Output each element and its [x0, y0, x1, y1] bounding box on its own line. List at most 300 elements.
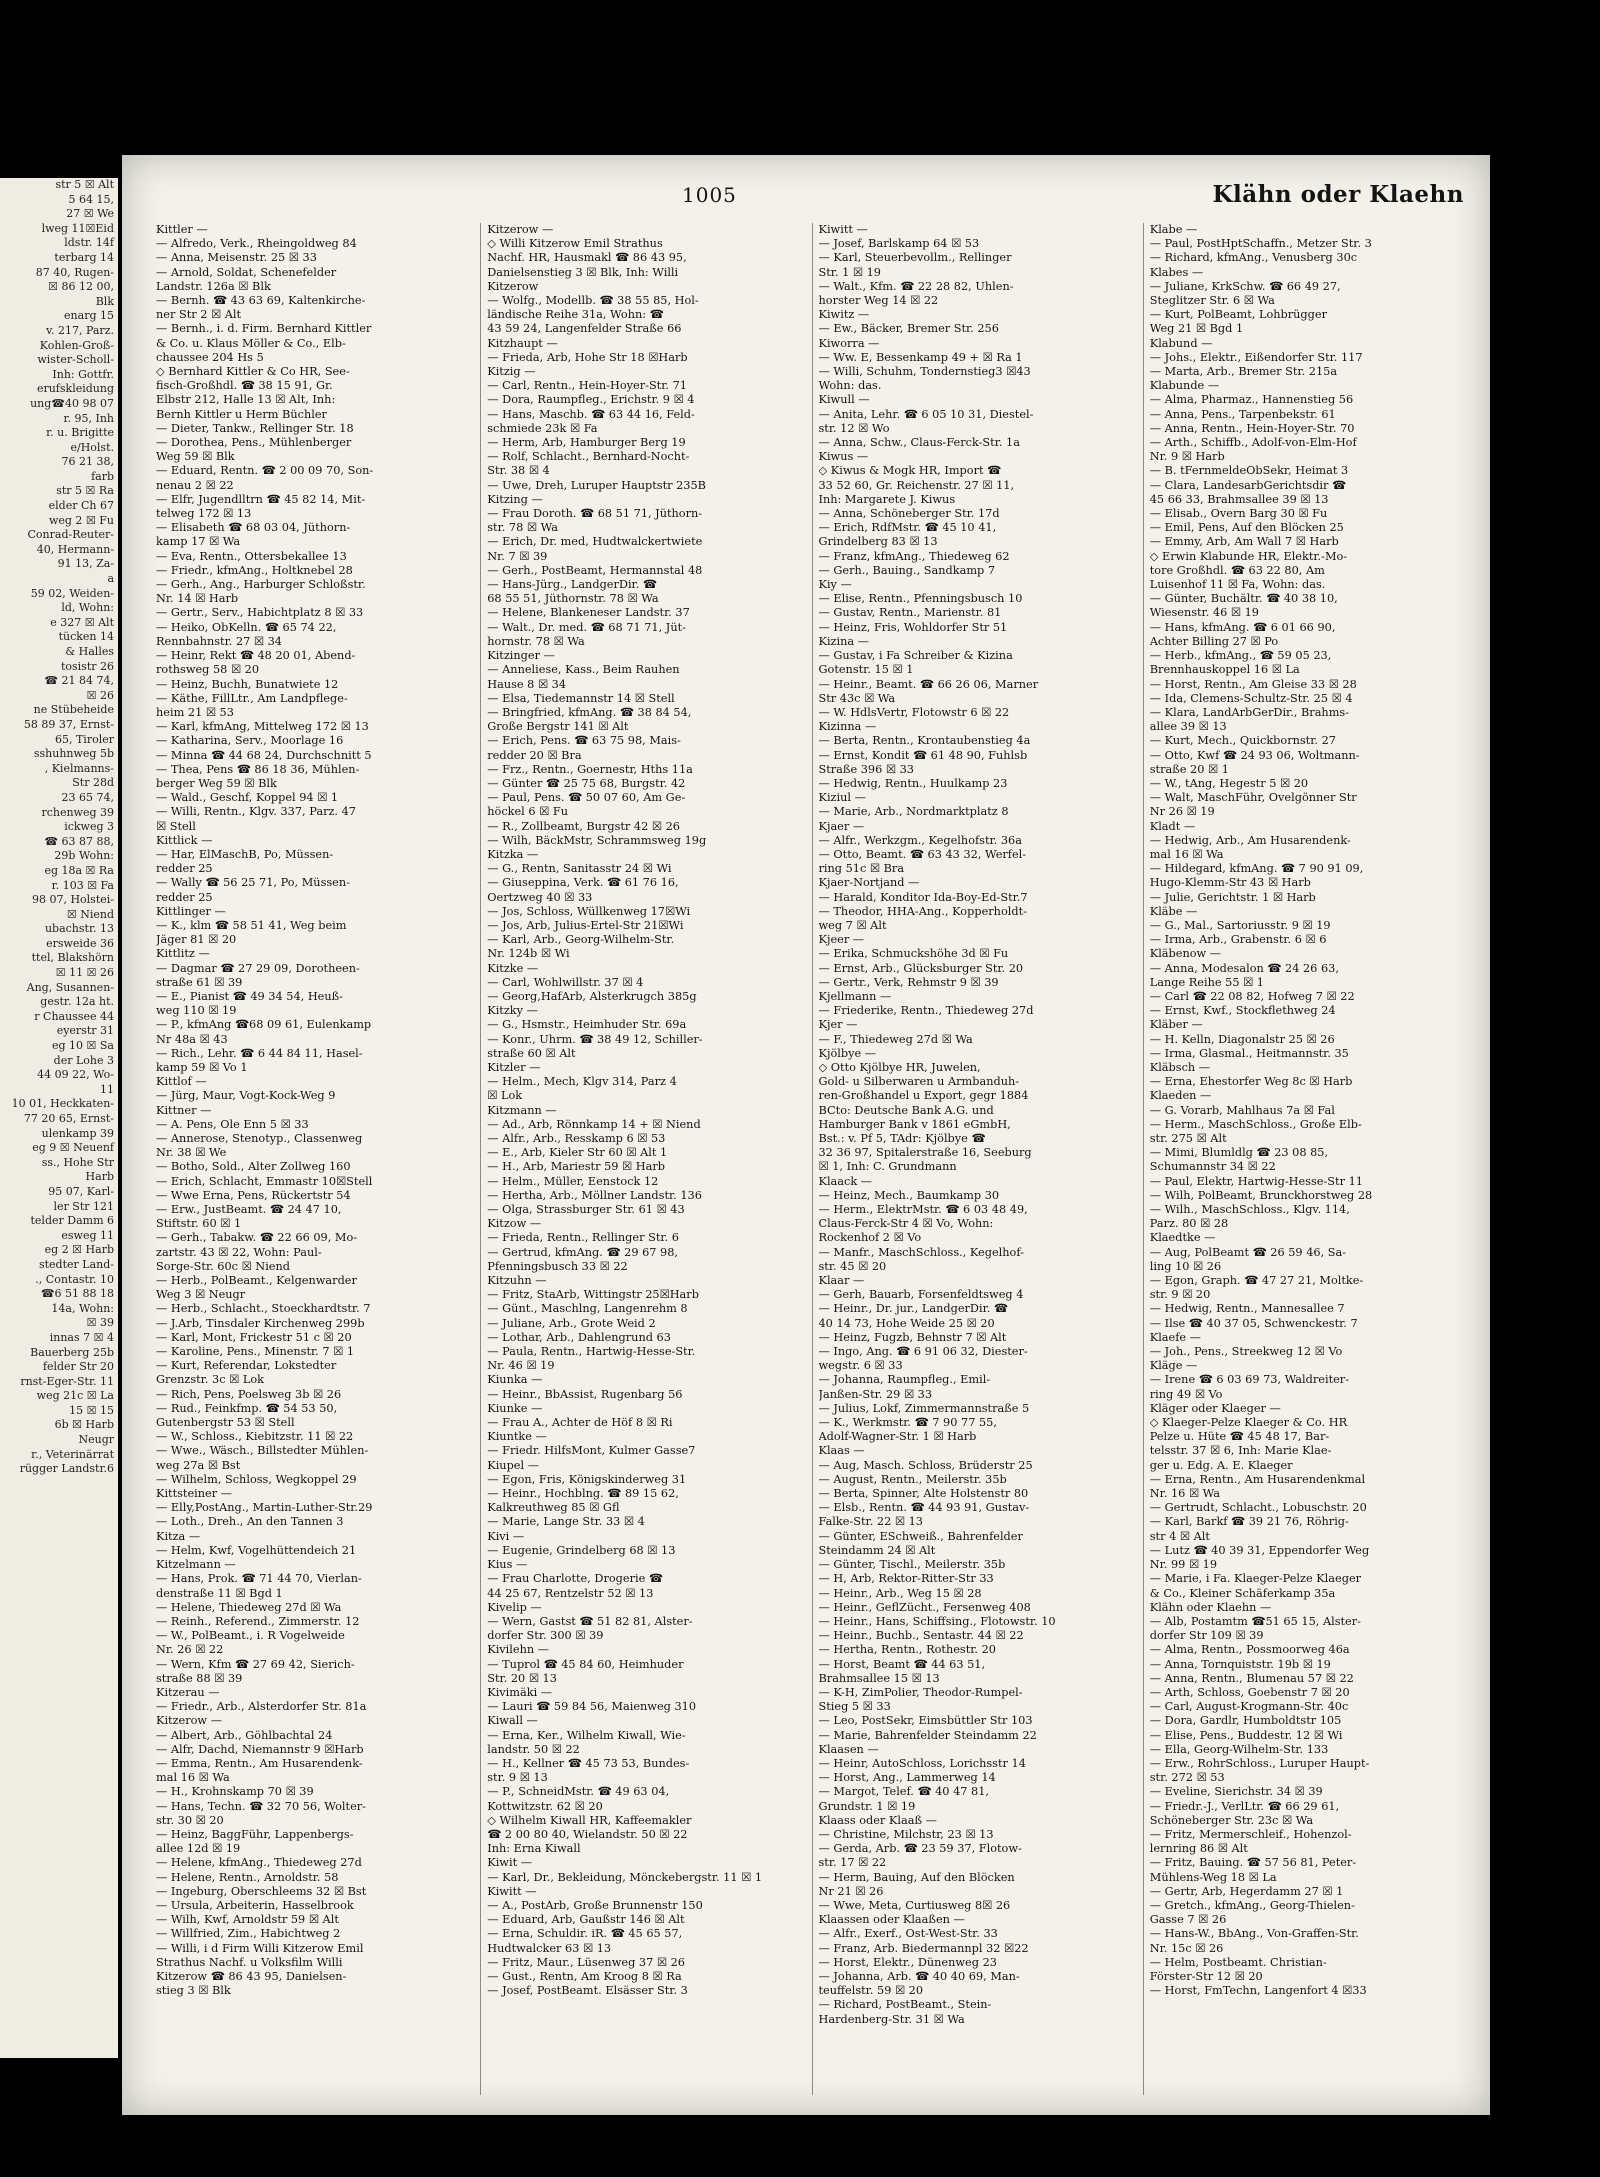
directory-entry: — Irma, Arb., Grabenstr. 6 ☒ 6: [1149, 933, 1327, 947]
directory-entry: kamp 17 ☒ Wa: [156, 535, 241, 549]
directory-entry: wegstr. 6 ☒ 33: [818, 1359, 903, 1373]
directory-entry: Kitzerow —: [156, 1714, 222, 1728]
directory-entry: landstr. 50 ☒ 22: [487, 1742, 580, 1756]
directory-entry: — Elisab., Overn Barg 30 ☒ Fu: [1149, 507, 1328, 521]
directory-entry: Kittsteiner —: [156, 1487, 233, 1501]
directory-entry: — Wwe, Meta, Curtiusweg 8☒ 26: [818, 1898, 1011, 1912]
directory-entry: Klabes —: [1149, 265, 1204, 279]
directory-entry: Nachf. HR, Hausmakl ☎ 86 43 95,: [487, 251, 687, 265]
directory-entry: — Reinh., Referend., Zimmerstr. 12: [156, 1614, 360, 1628]
directory-entry: — Botho, Sold., Alter Zollweg 160: [156, 1160, 351, 1174]
directory-entry: — Walt., Dr. med. ☎ 68 71 71, Jüt-: [487, 620, 686, 634]
directory-entry: — Gustav, Rentn., Marienstr. 81: [818, 606, 1002, 620]
directory-entry: — Marie, Lange Str. 33 ☒ 4: [487, 1515, 645, 1529]
directory-entry: — Hedwig, Rentn., Mannesallee 7: [1149, 1302, 1345, 1316]
directory-entry: — Theodor, HHA-Ang., Kopperholdt-: [818, 904, 1027, 918]
directory-entry: — Heinz, Fris, Wohldorfer Str 51: [818, 620, 1008, 634]
directory-entry: — Eduard, Arb, Gaußstr 146 ☒ Alt: [487, 1913, 685, 1927]
directory-entry: Kitzhaupt —: [487, 336, 558, 350]
directory-entry: Klaasen —: [818, 1742, 879, 1756]
directory-entry: — Irma, Glasmal., Heitmannstr. 35: [1149, 1046, 1349, 1060]
directory-entry: Klabund —: [1149, 336, 1213, 350]
directory-entry: — Lauri ☎ 59 84 56, Maienweg 310: [487, 1700, 697, 1714]
previous-page-fragment: r. u. Brigitte: [46, 426, 114, 440]
directory-entry: — Heinr., Hochblng. ☎ 89 15 62,: [487, 1487, 679, 1501]
directory-entry: dorfer Str. 300 ☒ 39: [487, 1629, 604, 1643]
previous-page-fragment: elder Ch 67: [48, 499, 114, 513]
directory-entry: ◇ Wilhelm Kiwall HR, Kaffeemakler: [487, 1813, 692, 1827]
directory-entry: — Karl, Steuerbevollm., Rellinger: [818, 251, 1012, 265]
directory-entry: str. 45 ☒ 20: [818, 1259, 887, 1273]
directory-entry: Kivimäki —: [487, 1685, 553, 1699]
previous-page-fragment: 87 40, Rugen-: [35, 265, 114, 279]
previous-page-fragment: ☎6 51 88 18: [40, 1287, 114, 1301]
directory-entry: — Emil, Pens, Auf den Blöcken 25: [1149, 521, 1344, 535]
directory-entry: Hause 8 ☒ 34: [487, 677, 567, 691]
directory-entry: — Ursula, Arbeiterin, Hasselbrook: [156, 1898, 354, 1912]
previous-page-fragment: der Lohe 3: [53, 1053, 114, 1067]
directory-entry: — Elsa, Tiedemannstr 14 ☒ Stell: [487, 691, 675, 705]
directory-entry: — Frau Doroth. ☎ 68 51 71, Jüthorn-: [487, 507, 703, 521]
directory-entry: — Uwe, Dreh, Luruper Hauptstr 235B: [487, 478, 706, 492]
directory-entry: — Juliane, KrkSchw. ☎ 66 49 27,: [1149, 279, 1341, 293]
directory-entry: — Anna, Rentn., Blumenau 57 ☒ 22: [1149, 1671, 1354, 1685]
directory-entry: Gold- u Silberwaren u Armbanduh-: [818, 1075, 1020, 1089]
previous-page-fragment: r. 95, Inh: [63, 411, 114, 425]
directory-entry: — Ad., Arb, Rönnkamp 14 + ☒ Niend: [487, 1117, 701, 1131]
directory-entry: — H., Arb, Mariestr 59 ☒ Harb: [487, 1160, 665, 1174]
directory-entry: — Frau A., Achter de Höf 8 ☒ Ri: [487, 1416, 673, 1430]
previous-page-fragment: r., Veterinärrat: [31, 1447, 114, 1461]
previous-page-fragment: ☒ 39: [86, 1316, 114, 1330]
directory-entry: — Alfr., Werkzgm., Kegelhofstr. 36a: [818, 833, 1022, 847]
directory-entry: — Ernst, Kondit ☎ 61 48 90, Fuhlsb: [818, 748, 1028, 762]
directory-entry: — Gust., Rentn, Am Kroog 8 ☒ Ra: [487, 1969, 682, 1983]
previous-page-fragment: ickweg 3: [64, 820, 114, 834]
directory-entry: ☎ 2 00 80 40, Wielandstr. 50 ☒ 22: [487, 1827, 688, 1841]
directory-entry: Hudtwalcker 63 ☒ 13: [487, 1941, 612, 1955]
directory-entry: — Hertha, Arb., Möllner Landstr. 136: [487, 1188, 702, 1202]
previous-page-fragment: e/Holst.: [70, 440, 114, 454]
directory-entry: — Anna, Modesalon ☎ 24 26 63,: [1149, 961, 1339, 975]
previous-page-fragment: ☒ Niend: [66, 907, 114, 921]
directory-entry: — Lutz ☎ 40 39 31, Eppendorfer Weg: [1149, 1543, 1370, 1557]
directory-entry: — Friedr. HilfsMont, Kulmer Gasse7: [487, 1444, 696, 1458]
directory-entry: — Annerose, Stenotyp., Classenweg: [156, 1132, 363, 1145]
directory-entry: — Willfried, Zim., Habichtweg 2: [156, 1927, 341, 1941]
directory-entry: Stieg 5 ☒ 33: [818, 1700, 891, 1714]
directory-entry: Kläbe —: [1149, 904, 1198, 918]
directory-entry: Nr 48a ☒ 43: [156, 1032, 228, 1046]
directory-entry: — G. Vorarb, Mahlhaus 7a ☒ Fal: [1149, 1103, 1335, 1117]
previous-page-fragment: 91 13, Za-: [57, 557, 114, 571]
directory-entry: Kiuntke —: [487, 1430, 547, 1444]
directory-entry: — Erich, Dr. med, Hudtwalckertwiete: [487, 535, 703, 549]
directory-entry: — Hedwig, Rentn., Huulkamp 23: [818, 776, 1008, 790]
directory-entry: — Heiko, ObKelln. ☎ 65 74 22,: [156, 620, 337, 634]
directory-entry: Str 43c ☒ Wa: [818, 691, 896, 705]
directory-entry: Inh: Erna Kiwall: [487, 1842, 581, 1856]
directory-entry: ring 49 ☒ Vo: [1149, 1387, 1223, 1401]
directory-entry: — H, Arb, Rektor-Ritter-Str 33: [818, 1572, 994, 1586]
directory-entry: — Helm., Mech, Klgv 314, Parz 4: [487, 1075, 677, 1089]
directory-entry: Klaack —: [818, 1174, 873, 1188]
previous-page-fragment: ulenkamp 39: [41, 1126, 114, 1140]
directory-entry: dorfer Str 109 ☒ 39: [1149, 1629, 1264, 1643]
directory-entry: — K., Werkmstr. ☎ 7 90 77 55,: [818, 1416, 997, 1430]
directory-entry: Janßen-Str. 29 ☒ 33: [818, 1387, 933, 1401]
directory-entry: ◇ Erwin Klabunde HR, Elektr.-Mo-: [1149, 549, 1348, 563]
directory-entry: — Herb., Schlacht., Stoeckhardtstr. 7: [156, 1302, 371, 1316]
directory-entry: — H. Kelln, Diagonalstr 25 ☒ 26: [1149, 1032, 1335, 1046]
directory-entry: — Alfr, Dachd, Niemannstr 9 ☒Harb: [156, 1742, 364, 1756]
previous-page-fragment: eg 9 ☒ Neuenf: [32, 1141, 114, 1155]
directory-entry: — Ew., Bäcker, Bremer Str. 256: [818, 322, 999, 336]
directory-entry: — G., Hsmstr., Heimhuder Str. 69a: [487, 1018, 687, 1032]
directory-entry: Nr. 38 ☒ We: [156, 1146, 227, 1160]
directory-entry: Kläger oder Klaeger —: [1149, 1401, 1281, 1415]
previous-page-fragment: ., Contastr. 10: [35, 1272, 114, 1286]
previous-page-fragment: v. 217, Parz.: [46, 323, 114, 337]
directory-entry: — Marie, Arb., Nordmarktplatz 8: [818, 805, 1009, 819]
directory-entry: — Hildegard, kfmAng. ☎ 7 90 91 09,: [1149, 862, 1364, 876]
directory-entry: Kivi —: [487, 1529, 525, 1543]
directory-entry: 68 55 51, Jüthornstr. 78 ☒ Wa: [487, 592, 659, 606]
directory-entry: Kiunke —: [487, 1401, 543, 1415]
directory-entry: — H., Krohnskamp 70 ☒ 39: [156, 1785, 314, 1799]
directory-entry: — Erich, RdfMstr. ☎ 45 10 41,: [818, 521, 997, 535]
directory-entry: — K-H, ZimPolier, Theodor-Rumpel-: [818, 1685, 1023, 1699]
previous-page-fragment: stedter Land-: [38, 1257, 114, 1271]
directory-entry: — Elly,PostAng., Martin-Luther-Str.29: [156, 1501, 373, 1515]
directory-entry: Schumannstr 34 ☒ 22: [1149, 1160, 1276, 1174]
directory-entry: Kivelip —: [487, 1600, 542, 1614]
directory-entry: — Anna, Schw., Claus-Ferck-Str. 1a: [818, 436, 1020, 450]
column-1: [156, 223, 472, 2095]
directory-entry: BCto: Deutsche Bank A.G. und: [818, 1103, 994, 1117]
directory-entry: Kittler —: [156, 223, 208, 236]
directory-entry: ling 10 ☒ 26: [1149, 1259, 1222, 1273]
directory-entry: — Leo, PostSekr, Eimsbüttler Str 103: [818, 1714, 1033, 1728]
previous-page-fragment: eg 10 ☒ Sa: [52, 1039, 114, 1053]
directory-entry: — Günter, ESchweiß., Bahrenfelder: [818, 1529, 1023, 1543]
directory-entry: — Bernh. ☎ 43 63 69, Kaltenkirche-: [156, 294, 366, 308]
directory-entry: — Christine, Milchstr, 23 ☒ 13: [818, 1827, 994, 1841]
previous-page-fragment: Neugr: [78, 1433, 114, 1447]
directory-entry: — Heinz, Mech., Baumkamp 30: [818, 1188, 1000, 1202]
directory-entry: Kiworra —: [818, 336, 880, 350]
directory-entry: — Fritz, Maur., Lüsenweg 37 ☒ 26: [487, 1955, 685, 1969]
directory-entry: str. 17 ☒ 22: [818, 1856, 887, 1870]
directory-entry: — Ilse ☎ 40 37 05, Schwenckestr. 7: [1149, 1316, 1358, 1330]
directory-entry: Kiwull —: [818, 393, 870, 407]
directory-entry: Hardenberg-Str. 31 ☒ Wa: [818, 2012, 965, 2026]
column-2: [480, 223, 803, 2095]
directory-entry: — Heinr, Rekt ☎ 48 20 01, Abend-: [156, 649, 356, 663]
directory-entry: — Heinr., Hans, Schiffsing., Flotowstr. 10: [818, 1614, 1056, 1628]
directory-entry: ring 51c ☒ Bra: [818, 862, 905, 876]
directory-entry: — Helene, kfmAng., Thiedeweg 27d: [156, 1856, 362, 1870]
directory-entry: denstraße 11 ☒ Bgd 1: [156, 1586, 283, 1600]
directory-entry: — Juliane, Arb., Grote Weid 2: [487, 1316, 656, 1330]
directory-entry: — Arth, Schloss, Goebenstr 7 ☒ 20: [1149, 1685, 1350, 1699]
previous-page-fragment: str 5 ☒ Ra: [56, 484, 114, 498]
directory-entry: hornstr. 78 ☒ Wa: [487, 634, 585, 648]
directory-entry: — Heinr., Buchb., Sentastr. 44 ☒ 22: [818, 1629, 1024, 1643]
directory-entry: Kläber —: [1149, 1018, 1203, 1032]
directory-entry: Kitzky —: [487, 1004, 538, 1018]
directory-entry: Kitzing —: [487, 492, 543, 506]
directory-entry: Kittlof —: [156, 1075, 207, 1089]
directory-entry: — Ingeburg, Oberschleems 32 ☒ Bst: [156, 1884, 367, 1898]
directory-entry: — Ww. E, Bessenkamp 49 + ☒ Ra 1: [818, 350, 1023, 364]
directory-entry: — Julius, Lokf, Zimmermannstraße 5: [818, 1401, 1030, 1415]
directory-entry: Rockenhof 2 ☒ Vo: [818, 1231, 922, 1245]
directory-entry: — Hedwig, Arb., Am Husarendenk-: [1149, 833, 1351, 847]
directory-entry: Kiy —: [818, 578, 852, 592]
previous-page-fragment: 59 02, Weiden-: [30, 586, 114, 600]
directory-entry: — Gerh, Bauarb, Forsenfeldtsweg 4: [818, 1288, 1024, 1302]
directory-entry: fisch-Großhdl. ☎ 38 15 91, Gr.: [156, 379, 333, 393]
previous-page-fragment: 65, Tiroler: [54, 732, 114, 746]
directory-entry: — Konr., Uhrm. ☎ 38 49 12, Schiller-: [487, 1032, 703, 1046]
directory-entry: — Gerda, Arb. ☎ 23 59 37, Flotow-: [818, 1842, 1022, 1856]
directory-entry: — Elise, Rentn., Pfenningsbusch 10: [818, 592, 1023, 606]
directory-entry: — Wwe., Wäsch., Billstedter Mühlen-: [156, 1444, 369, 1458]
previous-page-fragment: lweg 11☒Eid: [41, 221, 114, 235]
directory-entry: 43 59 24, Langenfelder Straße 66: [487, 322, 682, 336]
directory-entry: — Jos, Schloss, Wüllkenweg 17☒Wi: [487, 904, 691, 918]
directory-entry: — Franz, kfmAng., Thiedeweg 62: [818, 549, 1010, 563]
directory-entry: lernring 86 ☒ Alt: [1149, 1842, 1248, 1856]
previous-page-fragment: 6b ☒ Harb: [54, 1418, 114, 1432]
directory-entry: Elbstr 212, Halle 13 ☒ Alt, Inh:: [156, 393, 336, 407]
directory-entry: — Gertr., Verk, Rehmstr 9 ☒ 39: [818, 975, 999, 989]
directory-entry: — Franz, Arb. Biedermannpl 32 ☒22: [818, 1941, 1029, 1955]
directory-entry: — Ingo, Ang. ☎ 6 91 06 32, Diester-: [818, 1345, 1028, 1359]
directory-entry: Achter Billing 27 ☒ Po: [1149, 634, 1279, 648]
directory-entry: nenau 2 ☒ 22: [156, 478, 234, 492]
directory-entry: Kitzerow —: [487, 223, 554, 236]
directory-entry: ◇ Klaeger-Pelze Klaeger & Co. HR: [1149, 1416, 1348, 1430]
directory-entry: schmiede 23k ☒ Fa: [487, 421, 598, 435]
directory-entry: — Joh., Pens., Streekweg 12 ☒ Vo: [1149, 1345, 1343, 1359]
directory-entry: — E., Pianist ☎ 49 34 54, Heuß-: [156, 989, 343, 1003]
directory-entry: — Marie, i Fa. Klaeger-Pelze Klaeger: [1149, 1572, 1362, 1586]
directory-entry: str. 78 ☒ Wa: [487, 521, 558, 535]
previous-page-fragment: 98 07, Holstei-: [31, 893, 114, 907]
directory-entry: — Egon, Fris, Königskinderweg 31: [487, 1472, 687, 1486]
directory-entry: — Berta, Spinner, Alte Holstenstr 80: [818, 1487, 1029, 1501]
directory-entry: weg 27a ☒ Bst: [156, 1458, 241, 1472]
directory-entry: — Alfr., Exerf., Ost-West-Str. 33: [818, 1927, 998, 1941]
directory-entry: straße 60 ☒ Alt: [487, 1046, 576, 1060]
directory-entry: Kiunka —: [487, 1373, 543, 1387]
directory-entry: — Anna, Pens., Tarpenbekstr. 61: [1149, 407, 1336, 421]
previous-page-fragment: eg 18a ☒ Ra: [44, 863, 114, 877]
directory-entry: — Paul, PostHptSchaffn., Metzer Str. 3: [1149, 237, 1372, 251]
previous-page-fragment: Str 28d: [72, 776, 114, 790]
directory-entry: straße 20 ☒ 1: [1149, 762, 1229, 776]
directory-entry: — Dorothea, Pens., Mühlenberger: [156, 436, 352, 450]
directory-entry: zartstr. 43 ☒ 22, Wohn: Paul-: [156, 1245, 322, 1259]
directory-entry: — Mimi, Blumldlg ☎ 23 08 85,: [1149, 1146, 1329, 1160]
page-number: 1005: [682, 183, 737, 207]
directory-entry: Schöneberger Str. 23c ☒ Wa: [1149, 1813, 1314, 1827]
directory-entry: Kläbsch —: [1149, 1060, 1211, 1074]
directory-entry: Kalkreuthweg 85 ☒ Gfl: [487, 1501, 620, 1515]
previous-page-fragment: eg 2 ☒ Harb: [44, 1243, 114, 1257]
directory-entry: — Richard, kfmAng., Venusberg 30c: [1149, 251, 1358, 265]
directory-entry: — Ida, Clemens-Schultz-Str. 25 ☒ 4: [1149, 691, 1353, 705]
directory-entry: — Ella, Georg-Wilhelm-Str. 133: [1149, 1742, 1329, 1756]
directory-entry: — Anna, Tornquiststr. 19b ☒ 19: [1149, 1657, 1331, 1671]
directory-entry: — Wilhelm, Schloss, Wegkoppel 29: [156, 1472, 357, 1486]
previous-page-fragment: rügger Landstr.6: [19, 1462, 114, 1476]
directory-entry: — Irene ☎ 6 03 69 73, Waldreiter-: [1149, 1373, 1350, 1387]
directory-entry: — Heinz, Fugzb, Behnstr 7 ☒ Alt: [818, 1330, 1007, 1344]
directory-entry: — Wald., Geschf, Koppel 94 ☒ 1: [156, 791, 339, 805]
directory-entry: — Frau Charlotte, Drogerie ☎: [487, 1572, 663, 1586]
directory-entry: — Eduard, Rentn. ☎ 2 00 09 70, Son-: [156, 464, 374, 478]
directory-entry: — Herb., PolBeamt., Kelgenwarder: [156, 1274, 357, 1288]
directory-entry: — Helene, Blankeneser Landstr. 37: [487, 606, 690, 620]
directory-entry: — Anna, Meisenstr. 25 ☒ 33: [156, 251, 317, 265]
directory-entry: — Har, ElMaschB, Po, Müssen-: [156, 847, 334, 861]
directory-entry: Klaass oder Klaaß —: [818, 1813, 937, 1827]
directory-entry: Klabunde —: [1149, 379, 1220, 393]
directory-entry: — Alfr., Arb., Resskamp 6 ☒ 53: [487, 1132, 666, 1145]
directory-entry: — Harald, Konditor Ida-Boy-Ed-Str.7: [818, 890, 1028, 904]
directory-entry: Kiwus —: [818, 450, 869, 464]
directory-entry: — Minna ☎ 44 68 24, Durchschnitt 5: [156, 748, 372, 762]
previous-page-fragment: ler Str 121: [53, 1199, 114, 1213]
previous-page-fragment: ☎ 63 87 88,: [44, 834, 114, 848]
directory-entry: horster Weg 14 ☒ 22: [818, 294, 939, 308]
directory-entry: Kitzinger —: [487, 649, 555, 663]
directory-entry: — W., Schloss., Kiebitzstr. 11 ☒ 22: [156, 1430, 354, 1444]
directory-entry: — Gertrudt, Schlacht., Lobuschstr. 20: [1149, 1501, 1367, 1515]
directory-entry: Gutenbergstr 53 ☒ Stell: [156, 1416, 295, 1430]
directory-entry: — Gretch., kfmAng., Georg-Thielen-: [1149, 1898, 1355, 1912]
directory-entry: Kiwitt —: [818, 223, 868, 236]
directory-entry: — Hans-W., BbAng., Von-Graffen-Str.: [1149, 1927, 1359, 1941]
previous-page-fragment: 95 07, Karl-: [48, 1184, 114, 1198]
directory-entry: — Alfredo, Verk., Rheingoldweg 84: [156, 237, 357, 251]
directory-entry: Kitzerow: [487, 279, 539, 293]
directory-entry: Nr. 9 ☒ Harb: [1149, 450, 1225, 464]
directory-entry: — Paula, Rentn., Hartwig-Hesse-Str.: [487, 1345, 696, 1359]
directory-entry: redder 20 ☒ Bra: [487, 748, 582, 762]
directory-entry: — Willi, Rentn., Klgv. 337, Parz. 47: [156, 805, 356, 819]
directory-entry: — Hertha, Rentn., Rothestr. 20: [818, 1643, 996, 1657]
directory-entry: — Wwe Erna, Pens, Rückertstr 54: [156, 1188, 351, 1202]
directory-entry: 44 25 67, Rentzelstr 52 ☒ 13: [487, 1586, 654, 1600]
directory-entry: Nr 21 ☒ 26: [818, 1884, 884, 1898]
directory-entry: berger Weg 59 ☒ Blk: [156, 776, 277, 790]
directory-entry: Landstr. 126a ☒ Blk: [156, 279, 271, 293]
directory-entry: — Herb., kfmAng., ☎ 59 05 23,: [1149, 649, 1332, 663]
directory-entry: — Rich, Pens, Poelsweg 3b ☒ 26: [156, 1387, 342, 1401]
directory-entry: Nr. 14 ☒ Harb: [156, 592, 239, 606]
directory-entry: — Frieda, Rentn., Rellinger Str. 6: [487, 1231, 679, 1245]
directory-entry: Brennhauskoppel 16 ☒ La: [1149, 663, 1300, 677]
directory-entry: Kitzelmann —: [156, 1558, 236, 1572]
directory-entry: — Käthe, FillLtr., Am Landpflege-: [156, 691, 348, 705]
directory-entry: Grenzstr. 3c ☒ Lok: [156, 1373, 264, 1387]
directory-entry: — Friederike, Rentn., Thiedeweg 27d: [818, 1004, 1034, 1018]
directory-entry: — Elsb., Rentn. ☎ 44 93 91, Gustav-: [818, 1501, 1030, 1515]
directory-entry: heim 21 ☒ 53: [156, 705, 234, 719]
directory-entry: — Albert, Arb., Göhlbachtal 24: [156, 1728, 333, 1742]
directory-entry: — Günter ☎ 25 75 68, Burgstr. 42: [487, 776, 686, 790]
directory-entry: Brahmsallee 15 ☒ 13: [818, 1671, 940, 1685]
previous-page-fragment: ☒ 26: [86, 688, 114, 702]
previous-page-fragment: 29b Wohn:: [54, 849, 114, 863]
directory-entry: Kitzig —: [487, 365, 536, 379]
directory-entry: Kittlitz —: [156, 947, 210, 961]
directory-entry: — Gerh., PostBeamt, Hermannstal 48: [487, 563, 703, 577]
previous-page-fragment: weg 2 ☒ Fu: [48, 513, 114, 527]
directory-entry: 33 52 60, Gr. Reichenstr. 27 ☒ 11,: [818, 478, 1015, 492]
directory-entry: — Alma, Pharmaz., Hannenstieg 56: [1149, 393, 1354, 407]
directory-entry: — Gertr, Arb, Hegerdamm 27 ☒ 1: [1149, 1884, 1344, 1898]
directory-entry: Kitzmann —: [487, 1103, 557, 1117]
directory-entry: — Helene, Rentn., Arnoldstr. 58: [156, 1870, 339, 1884]
previous-page-fragment: ttel, Blakshörn: [31, 951, 114, 965]
directory-entry: — P., kfmAng ☎68 09 61, Eulenkamp: [156, 1018, 372, 1032]
directory-entry: Kitzuhn —: [487, 1274, 547, 1288]
previous-page-edge: [0, 178, 118, 2058]
directory-entry: Kiwitz —: [818, 308, 870, 322]
directory-entry: — Arnold, Soldat, Schenefelder: [156, 265, 337, 279]
previous-page-fragment: rnst-Eger-Str. 11: [20, 1374, 114, 1388]
directory-entry: — J.Arb, Tinsdaler Kirchenweg 299b: [156, 1316, 365, 1330]
directory-entry: — Horst, Ang., Lammerweg 14: [818, 1771, 996, 1785]
previous-page-fragment: ☎ 21 84 74,: [44, 674, 114, 688]
directory-entry: — G., Mal., Sartoriusstr. 9 ☒ 19: [1149, 918, 1331, 932]
directory-entry: — Thea, Pens ☎ 86 18 36, Mühlen-: [156, 762, 360, 776]
directory-entry: — Johs., Elektr., Eißendorfer Str. 117: [1149, 350, 1363, 364]
directory-entry: Pelze u. Hüte ☎ 45 48 17, Bar-: [1149, 1430, 1330, 1444]
directory-entry: — G., Rentn, Sanitasstr 24 ☒ Wi: [487, 862, 672, 876]
directory-entry: — Clara, LandesarbGerichtsdir ☎: [1149, 478, 1347, 492]
directory-entry: — Erw., JustBeamt. ☎ 24 47 10,: [156, 1203, 342, 1217]
directory-entry: ☒ Stell: [156, 819, 196, 833]
directory-entry: 32 36 97, Spitalerstraße 16, Seeburg: [818, 1146, 1032, 1160]
directory-entry: Weg 21 ☒ Bgd 1: [1149, 322, 1244, 336]
directory-entry: ren-Großhandel u Export, gegr 1884: [818, 1089, 1029, 1103]
directory-entry: Kittlinger —: [156, 904, 226, 918]
directory-entry: — Günter, Tischl., Meilerstr. 35b: [818, 1558, 1006, 1572]
previous-page-fragment: sshuhnweg 5b: [33, 747, 114, 761]
previous-page-fragment: erufskleidung: [36, 382, 114, 396]
previous-page-fragment: ☒ 11 ☒ 26: [55, 966, 114, 980]
directory-entry: — Lothar, Arb., Dahlengrund 63: [487, 1330, 671, 1344]
directory-entry: — Anita, Lehr. ☎ 6 05 10 31, Diestel-: [818, 407, 1034, 421]
directory-entry: straße 88 ☒ 39: [156, 1671, 243, 1685]
directory-entry: Nr. 26 ☒ 22: [156, 1643, 224, 1657]
directory-entry: — Berta, Rentn., Krontaubenstieg 4a: [818, 734, 1031, 748]
directory-entry: str. 272 ☒ 53: [1149, 1771, 1225, 1785]
directory-entry: — F., Thiedeweg 27d ☒ Wa: [818, 1032, 973, 1046]
directory-entry: Kitzerow ☎ 86 43 95, Danielsen-: [156, 1969, 347, 1983]
previous-page-fragment: enarg 15: [64, 309, 114, 323]
directory-entry: — Aug, PolBeamt ☎ 26 59 46, Sa-: [1149, 1245, 1347, 1259]
directory-entry: — Giuseppina, Verk. ☎ 61 76 16,: [487, 876, 679, 890]
directory-entry: ◇ Otto Kjölbye HR, Juwelen,: [818, 1060, 981, 1074]
directory-entry: Mühlens-Weg 18 ☒ La: [1149, 1870, 1277, 1884]
